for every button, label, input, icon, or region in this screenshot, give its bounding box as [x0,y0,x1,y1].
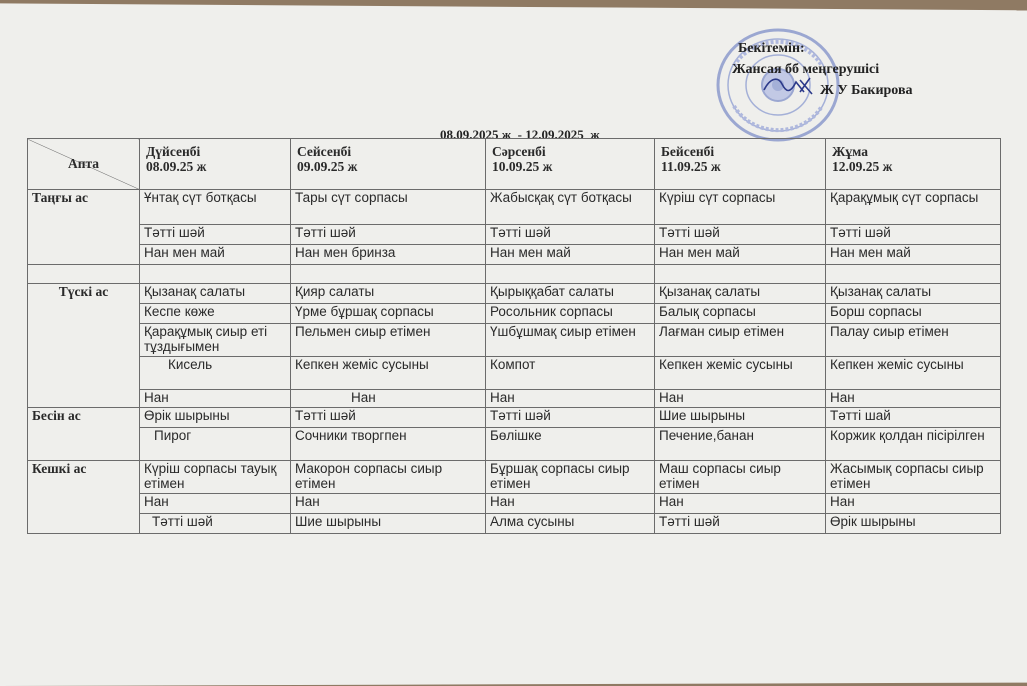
table-row [28,304,1001,324]
day-date: 08.09.25 ж [146,158,207,174]
menu-cell: Пирог [140,428,291,461]
menu-cell: Өрік шырыны [140,408,291,428]
approval-title: Бекітемін: [738,41,805,56]
blank-cell [28,265,140,284]
menu-cell: Тәтті шәй [486,408,655,428]
table-row [28,324,1001,357]
menu-cell: Тәтті шәй [291,225,486,245]
table-row [28,494,1001,514]
meal-label: Таңғы ас [28,190,140,265]
signature-mark [760,72,820,98]
table-row [28,245,1001,265]
table-row [28,284,1001,304]
meal-label: Кешкі ас [28,461,140,534]
table-row [28,514,1001,534]
menu-cell: Тәтті шәй [140,514,291,534]
menu-cell: Қарақұмық сиыр еті тұздығымен [140,324,291,357]
menu-cell: Пельмен сиыр етімен [291,324,486,357]
menu-cell: Алма сусыны [486,514,655,534]
menu-cell: Бөлішке [486,428,655,461]
menu-cell: Маш сорпасы сиыр етімен [655,461,826,494]
menu-cell: Нан [826,494,1001,514]
menu-cell: Тәтті шәй [291,408,486,428]
day-header [291,139,486,190]
menu-cell: Нан мен бринза [291,245,486,265]
menu-cell: Жасымық сорпасы сиыр етімен [826,461,1001,494]
day-name: Дүйсенбі [146,144,201,159]
menu-cell: Күріш сүт сорпасы [655,190,826,225]
menu-cell: Ұнтақ сүт ботқасы [140,190,291,225]
menu-cell: Үрме бұршақ сорпасы [291,304,486,324]
menu-cell: Нан [140,494,291,514]
menu-cell: Нан [486,390,655,408]
corner-label: Апта [67,155,100,171]
blank-cell [655,265,826,284]
menu-cell: Кисель [140,357,291,390]
menu-cell: Өрік шырыны [826,514,1001,534]
day-name: Бейсенбі [661,144,715,159]
meal-label: Бесін ас [28,408,140,461]
menu-cell: Шие шырыны [291,514,486,534]
day-name: Жұма [832,144,868,159]
day-name: Сәрсенбі [492,144,546,159]
menu-cell: Тәтті шай [826,408,1001,428]
menu-cell: Нан [655,494,826,514]
menu-cell: Нан [291,494,486,514]
menu-cell: Қызанақ салаты [655,284,826,304]
approval-name: Ж У Бакирова [820,83,913,98]
menu-cell: Тәтті шәй [655,514,826,534]
menu-cell: Шие шырыны [655,408,826,428]
table-row [28,408,1001,428]
menu-cell: Тары сүт сорпасы [291,190,486,225]
menu-cell: Қырыққабат салаты [486,284,655,304]
day-date: 11.09.25 ж [661,158,721,174]
table-row [28,357,1001,390]
menu-cell: Нан [140,390,291,408]
menu-cell: Макорон сорпасы сиыр етімен [291,461,486,494]
menu-cell: Кепкен жеміс сусыны [655,357,826,390]
weekly-menu-table [27,138,1001,534]
menu-cell: Балық сорпасы [655,304,826,324]
table-row [28,428,1001,461]
day-header [140,139,291,190]
menu-cell: Қияр салаты [291,284,486,304]
day-date: 09.09.25 ж [297,158,358,174]
menu-cell: Қарақұмық сүт сорпасы [826,190,1001,225]
day-date: 12.09.25 ж [832,158,893,174]
menu-cell: Тәтті шәй [826,225,1001,245]
menu-cell: Қызанақ салаты [826,284,1001,304]
menu-cell: Росольник сорпасы [486,304,655,324]
day-header [486,139,655,190]
menu-cell: Коржик қолдан пісірілген [826,428,1001,461]
week-range: 08.09.2025 ж - 12.09.2025 ж [440,127,600,142]
menu-cell: Нан мен май [140,245,291,265]
day-name: Сейсенбі [297,144,352,159]
menu-cell: Жабысқақ сүт ботқасы [486,190,655,225]
menu-cell: Нан [291,390,486,408]
menu-cell: Тәтті шәй [140,225,291,245]
menu-cell: Лағман сиыр етімен [655,324,826,357]
menu-cell: Нан [826,390,1001,408]
blank-cell [486,265,655,284]
menu-cell: Нан [655,390,826,408]
menu-cell: Қызанақ салаты [140,284,291,304]
menu-cell: Бұршақ сорпасы сиыр етімен [486,461,655,494]
menu-cell: Күріш сорпасы тауық етімен [140,461,291,494]
menu-cell: Борш сорпасы [826,304,1001,324]
menu-cell: Нан мен май [655,245,826,265]
header-row [28,139,1001,190]
meal-label: Түскі ас [28,284,140,408]
day-header [826,139,1001,190]
menu-cell: Компот [486,357,655,390]
menu-cell: Үшбұшмақ сиыр етімен [486,324,655,357]
blank-cell [140,265,291,284]
table-row [28,461,1001,494]
menu-cell: Нан [486,494,655,514]
table-row [28,225,1001,245]
menu-cell: Палау сиыр етімен [826,324,1001,357]
menu-cell: Кепкен жеміс сусыны [826,357,1001,390]
menu-cell: Тәтті шәй [486,225,655,245]
day-header [655,139,826,190]
day-date: 10.09.25 ж [492,158,553,174]
blank-cell [291,265,486,284]
approval-position: Жансая бб меңгерушісі [732,62,880,77]
blank-cell [826,265,1001,284]
table-row [28,390,1001,408]
menu-cell: Тәтті шәй [655,225,826,245]
menu-cell: Печение,банан [655,428,826,461]
corner-cell [28,139,140,190]
menu-cell: Сочники творгпен [291,428,486,461]
table-row [28,190,1001,225]
menu-cell: Кепкен жеміс сусыны [291,357,486,390]
blank-row [28,265,1001,284]
menu-cell: Нан мен май [826,245,1001,265]
menu-cell: Кеспе көже [140,304,291,324]
menu-cell: Нан мен май [486,245,655,265]
